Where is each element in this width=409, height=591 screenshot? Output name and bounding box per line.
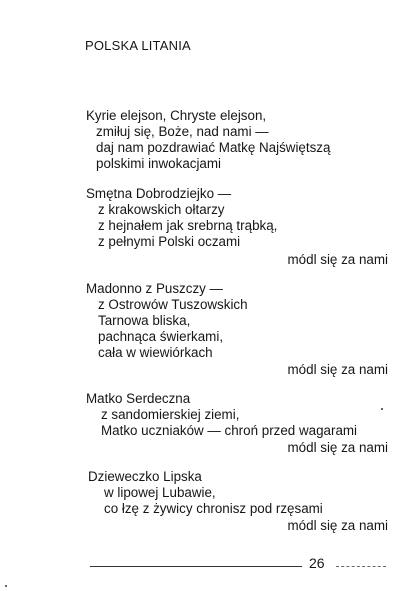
verse-line: Kyrie elejson, Chryste elejson, <box>86 108 267 123</box>
poem-title: POLSKA LITANIA <box>85 38 191 53</box>
verse-line: Tarnowa bliska, <box>98 313 191 328</box>
verse-line: z hejnałem jak srebrną trąbką, <box>98 218 278 233</box>
verse-line: daj nam pozdrawiać Matkę Najświętszą <box>96 140 331 155</box>
refrain-line: módl się za nami <box>287 362 388 377</box>
verse-line: cała w wiewiórkach <box>98 345 213 360</box>
verse-line: z sandomierskiej ziemi, <box>101 407 240 422</box>
verse-line: pachnąca świerkami, <box>98 329 224 344</box>
verse-line: z pełnymi Polski oczami <box>98 234 241 249</box>
footer-rule <box>90 566 302 567</box>
scan-speck <box>5 585 7 587</box>
verse-line: Smętna Dobrodziejko — <box>86 186 232 201</box>
verse-line: Matko uczniaków — chroń przed wagarami <box>101 423 358 438</box>
page-number: 26 <box>309 555 325 571</box>
verse-line: zmiłuj się, Boże, nad nami — <box>96 124 269 139</box>
scan-speck <box>381 408 383 410</box>
verse-line: polskimi inwokacjami <box>96 156 222 171</box>
refrain-line: módl się za nami <box>287 440 388 455</box>
verse-line: Madonno z Puszczy — <box>86 281 223 296</box>
refrain-line: módl się za nami <box>287 518 388 533</box>
footer-rule <box>336 566 386 567</box>
verse-line: co łzę z żywicy chronisz pod rzęsami <box>104 501 323 516</box>
verse-line: z Ostrowów Tuszowskich <box>98 297 248 312</box>
refrain-line: módl się za nami <box>287 252 388 267</box>
verse-line: w lipowej Lubawie, <box>104 485 216 500</box>
verse-line: z krakowskich ołtarzy <box>98 202 225 217</box>
verse-line: Matko Serdeczna <box>86 391 191 406</box>
verse-line: Dzieweczko Lipska <box>88 469 202 484</box>
